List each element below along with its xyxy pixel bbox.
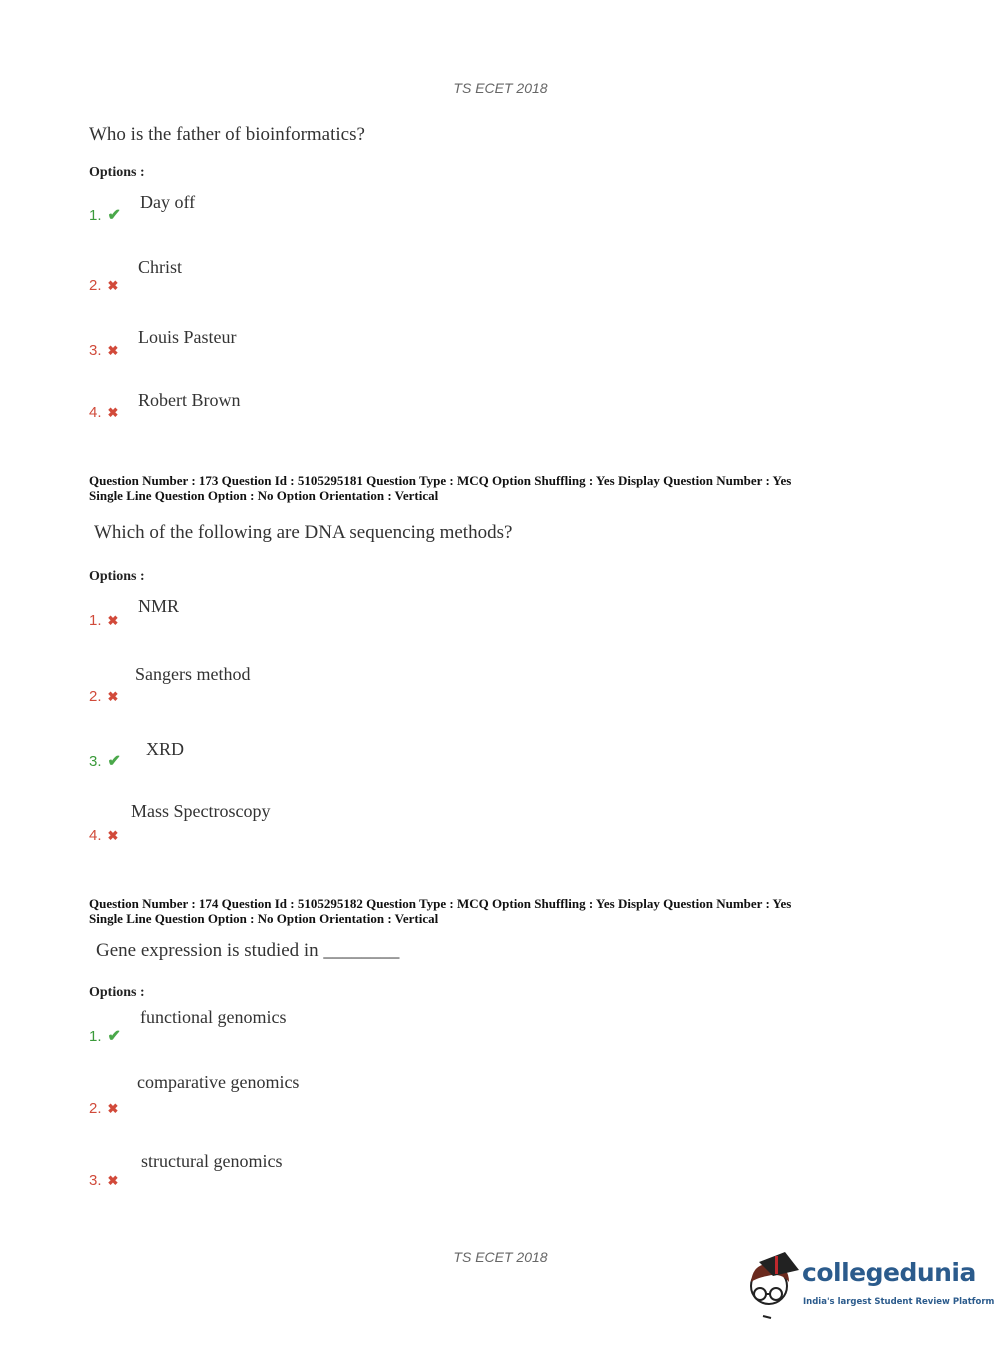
cross-icon: ✖ xyxy=(107,343,119,358)
cross-icon: ✖ xyxy=(107,1173,119,1188)
question-meta: Question Number : 173 Question Id : 5105295181 Question Type : MCQ Option Shuffling : Yes Display Question Number : Yes xyxy=(89,473,792,488)
question-text: Which of the following are DNA sequencing methods? xyxy=(94,522,513,543)
page-footer: TS ECET 2018 xyxy=(453,1249,548,1265)
option-text: XRD xyxy=(146,739,185,759)
question-meta: Single Line Question Option : No Option Orientation : Vertical xyxy=(89,911,439,926)
option-text: Mass Spectroscopy xyxy=(131,801,271,821)
option-number: 2. ✖ xyxy=(89,277,119,294)
cross-icon: ✖ xyxy=(107,278,119,293)
question-meta: Single Line Question Option : No Option Orientation : Vertical xyxy=(89,488,439,503)
question-meta: Question Number : 174 Question Id : 5105295182 Question Type : MCQ Option Shuffling : Yes Display Question Number : Yes xyxy=(89,896,792,911)
option-text: Robert Brown xyxy=(138,390,241,410)
page-header: TS ECET 2018 xyxy=(453,80,548,96)
option-text: Sangers method xyxy=(135,664,251,684)
option-number: 2. ✖ xyxy=(89,1100,119,1117)
logo-name: collegedunia xyxy=(802,1258,976,1287)
collegedunia-logo xyxy=(745,1250,995,1320)
check-icon: ✔ xyxy=(107,207,121,224)
option-text: comparative genomics xyxy=(137,1072,300,1092)
option-text: functional genomics xyxy=(140,1007,287,1027)
check-icon: ✔ xyxy=(107,1028,121,1045)
option-number: 4. ✖ xyxy=(89,404,119,421)
cross-icon: ✖ xyxy=(107,828,119,843)
option-number: 1. ✔ xyxy=(89,207,121,224)
option-number: 1. ✔ xyxy=(89,1028,121,1045)
cross-icon: ✖ xyxy=(107,689,119,704)
option-number: 3. ✖ xyxy=(89,1172,119,1189)
option-number: 4. ✖ xyxy=(89,827,119,844)
cross-icon: ✖ xyxy=(107,613,119,628)
options-label: Options : xyxy=(89,569,145,584)
option-number: 1. ✖ xyxy=(89,612,119,629)
question-text: Who is the father of bioinformatics? xyxy=(89,124,365,145)
option-text: Christ xyxy=(138,257,183,277)
check-icon: ✔ xyxy=(107,753,121,770)
cross-icon: ✖ xyxy=(107,1101,119,1116)
option-text: structural genomics xyxy=(141,1151,283,1171)
mascot-icon xyxy=(745,1250,801,1320)
option-number: 3. ✔ xyxy=(89,753,121,770)
options-label: Options : xyxy=(89,165,145,180)
option-text: Day off xyxy=(140,192,196,212)
options-label: Options : xyxy=(89,985,145,1000)
option-number: 3. ✖ xyxy=(89,342,119,359)
option-number: 2. ✖ xyxy=(89,688,119,705)
option-text: NMR xyxy=(138,596,180,616)
option-text: Louis Pasteur xyxy=(138,327,237,347)
logo-tagline: India's largest Student Review Platform xyxy=(803,1297,995,1307)
cross-icon: ✖ xyxy=(107,405,119,420)
question-text: Gene expression is studied in ________ xyxy=(96,940,400,961)
